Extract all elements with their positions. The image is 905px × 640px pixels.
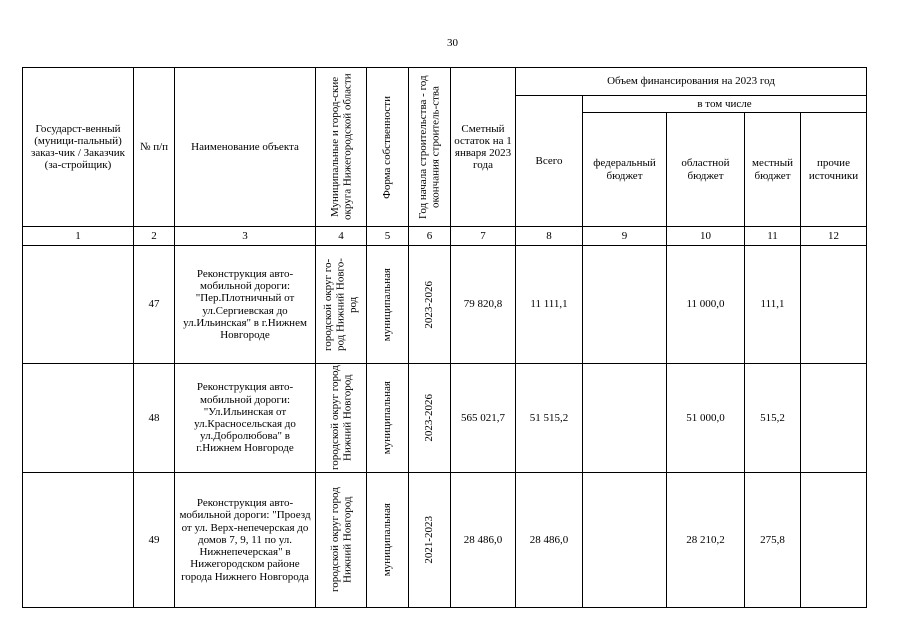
row-ownership-text: муниципальная (381, 267, 394, 342)
header-including: в том числе (583, 96, 867, 113)
row-customer (23, 246, 134, 364)
row-years-text: 2021-2023 (423, 516, 436, 564)
row-federal (583, 364, 667, 473)
row-balance: 28 486,0 (451, 473, 516, 608)
column-number: 12 (801, 227, 867, 246)
header-balance: Сметный остаток на 1 января 2023 года (451, 68, 516, 227)
table-row (23, 473, 867, 608)
row-balance: 79 820,8 (451, 246, 516, 364)
row-years-text: 2023-2026 (423, 394, 436, 442)
row-ownership (367, 473, 409, 608)
column-number: 5 (367, 227, 409, 246)
column-number: 6 (409, 227, 451, 246)
header-federal: федеральный бюджет (583, 113, 667, 227)
header-regional: областной бюджет (667, 113, 745, 227)
row-years (409, 246, 451, 364)
header-object-name: Наименование объекта (175, 68, 316, 227)
row-local: 111,1 (745, 246, 801, 364)
table-row (23, 246, 867, 364)
row-municipality (316, 364, 367, 473)
row-local: 515,2 (745, 364, 801, 473)
row-customer (23, 473, 134, 608)
header-total: Всего (516, 96, 583, 227)
page-number: 30 (447, 37, 458, 49)
header-ownership (367, 68, 409, 227)
row-regional: 28 210,2 (667, 473, 745, 608)
row-regional: 51 000,0 (667, 364, 745, 473)
header-num: № п/п (134, 68, 175, 227)
row-customer (23, 364, 134, 473)
row-total: 28 486,0 (516, 473, 583, 608)
row-regional: 11 000,0 (667, 246, 745, 364)
row-federal (583, 246, 667, 364)
column-number: 10 (667, 227, 745, 246)
header-local: местный бюджет (745, 113, 801, 227)
column-numbers-row (23, 227, 867, 246)
row-ownership-text: муниципальная (381, 381, 394, 455)
header-years-text: Год начала строительства - год окончания строитель-ства (417, 75, 442, 219)
column-number: 2 (134, 227, 175, 246)
header-years (409, 68, 451, 227)
row-other (801, 473, 867, 608)
row-other (801, 364, 867, 473)
row-ownership (367, 246, 409, 364)
row-years (409, 364, 451, 473)
financing-table (22, 67, 867, 608)
row-number: 49 (134, 473, 175, 608)
row-object-name: Реконструкция авто-мобильной дороги: "Проезд от ул. Верх-непечерская до домов 7, 9, 11 по ул. Нижнепечерская" в Нижегородском районе города Нижнего Новгорода (175, 473, 316, 608)
row-local: 275,8 (745, 473, 801, 608)
row-balance: 565 021,7 (451, 364, 516, 473)
row-object-name: Реконструкция авто-мобильной дороги: "Ул.Ильинская от ул.Красносельская до ул.Добролюбова" в г.Нижнем Новгороде (175, 364, 316, 473)
header-customer: Государст-венный (муници-пальный) заказ-чик / Заказчик (за-стройщик) (23, 68, 134, 227)
row-municipality-text: городской округ го-род Нижний Новго-род (322, 258, 360, 351)
row-years (409, 473, 451, 608)
header-financing: Объем финансирования на 2023 год (516, 68, 867, 96)
header-municipality-text: Муниципальные и город-ские округа Нижегородской области (328, 73, 353, 221)
table-row (23, 364, 867, 473)
column-number: 1 (23, 227, 134, 246)
row-total: 11 111,1 (516, 246, 583, 364)
row-municipality-text: городской округ город Нижний Новгород (328, 487, 353, 593)
column-number: 9 (583, 227, 667, 246)
column-number: 4 (316, 227, 367, 246)
row-ownership-text: муниципальная (381, 503, 394, 577)
row-object-name: Реконструкция авто-мобильной дороги: "Пер.Плотничный от ул.Сергиевская до ул.Ильинская" в г.Нижнем Новгороде (175, 246, 316, 364)
row-total: 51 515,2 (516, 364, 583, 473)
row-number: 48 (134, 364, 175, 473)
row-years-text: 2023-2026 (423, 280, 436, 329)
header-municipality (316, 68, 367, 227)
header-other: прочие источники (801, 113, 867, 227)
column-number: 3 (175, 227, 316, 246)
header-ownership-text: Форма собственности (381, 95, 394, 199)
row-municipality (316, 473, 367, 608)
row-municipality (316, 246, 367, 364)
row-other (801, 246, 867, 364)
row-ownership (367, 364, 409, 473)
column-number: 11 (745, 227, 801, 246)
column-number: 7 (451, 227, 516, 246)
row-federal (583, 473, 667, 608)
row-municipality-text: городской округ город Нижний Новгород (328, 365, 353, 471)
column-number: 8 (516, 227, 583, 246)
row-number: 47 (134, 246, 175, 364)
